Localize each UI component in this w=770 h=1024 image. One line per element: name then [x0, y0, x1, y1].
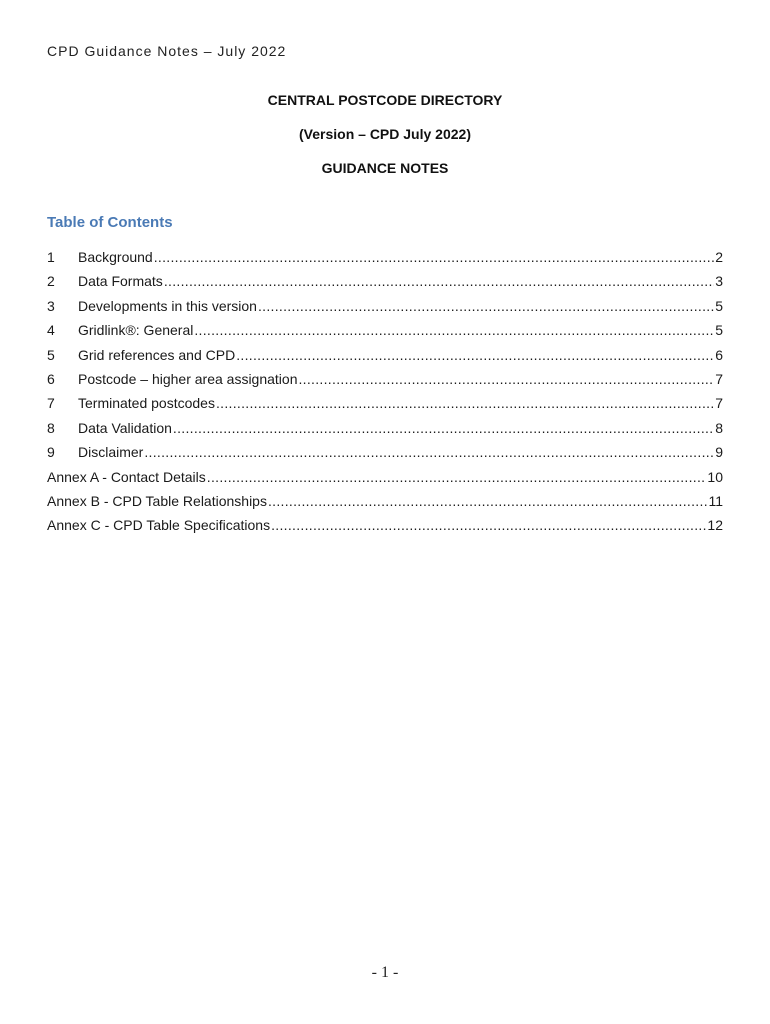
toc-entry-data-validation[interactable]: [47, 420, 723, 444]
toc-dot-leader: [216, 395, 714, 411]
toc-entry-number: 9: [47, 444, 55, 461]
toc-entry-number: 3: [47, 297, 55, 314]
toc-entry-number: 8: [47, 419, 55, 436]
toc-entry-annex-a[interactable]: [47, 469, 723, 493]
toc-dot-leader: [298, 371, 714, 387]
toc-dot-leader: [173, 420, 714, 436]
toc-entry-title[interactable]: Data Validation: [78, 419, 172, 436]
toc-dot-leader: [258, 298, 714, 314]
toc-entry-page: 3: [715, 273, 723, 290]
toc-entry-developments[interactable]: [47, 298, 723, 322]
toc-entry-page: 5: [715, 297, 723, 314]
toc-entry-page: 7: [715, 395, 723, 412]
toc-entry-page: 12: [707, 517, 723, 534]
toc-entry-page: 6: [715, 346, 723, 363]
toc-entry-disclaimer[interactable]: [47, 444, 723, 468]
toc-entry-number: 4: [47, 322, 55, 339]
toc-dot-leader: [207, 469, 707, 485]
toc-entry-number: 2: [47, 273, 55, 290]
toc-entry-title[interactable]: Disclaimer: [78, 444, 144, 461]
table-of-contents: [47, 249, 723, 542]
toc-entry-page: 9: [715, 444, 723, 461]
running-header: CPD Guidance Notes – July 2022: [47, 43, 287, 59]
toc-dot-leader: [236, 347, 714, 363]
toc-entry-title[interactable]: Data Formats: [78, 273, 163, 290]
toc-entry-terminated[interactable]: [47, 395, 723, 419]
toc-entry-title[interactable]: Annex B - CPD Table Relationships: [47, 492, 267, 509]
toc-entry-title[interactable]: Annex C - CPD Table Specifications: [47, 517, 271, 534]
page-number: - 1 -: [371, 964, 399, 981]
toc-entry-page: 8: [715, 419, 723, 436]
toc-entry-annex-b[interactable]: [47, 493, 723, 517]
toc-entry-number: 5: [47, 346, 55, 363]
document-version: (Version – CPD July 2022): [299, 126, 471, 142]
toc-entry-page: 7: [715, 370, 723, 387]
toc-entry-number: 1: [47, 249, 55, 265]
toc-entry-annex-c[interactable]: [47, 517, 723, 541]
toc-entry-gridlink[interactable]: [47, 322, 723, 346]
document-title: CENTRAL POSTCODE DIRECTORY: [267, 92, 503, 108]
toc-entry-title[interactable]: Annex A - Contact Details: [47, 468, 206, 485]
toc-entry-title[interactable]: Postcode – higher area assignation: [78, 370, 298, 387]
toc-entry-title[interactable]: Background: [78, 249, 153, 265]
toc-dot-leader: [271, 517, 706, 533]
document-subtitle: GUIDANCE NOTES: [321, 160, 449, 176]
toc-entry-data-formats[interactable]: [47, 273, 723, 297]
toc-dot-leader: [194, 322, 714, 338]
toc-dot-leader: [154, 249, 714, 265]
toc-dot-leader: [268, 493, 707, 509]
toc-dot-leader: [144, 444, 714, 460]
toc-entry-background[interactable]: [47, 249, 723, 273]
toc-entry-title[interactable]: Gridlink®: General: [78, 322, 194, 339]
toc-entry-title[interactable]: Terminated postcodes: [78, 395, 215, 412]
toc-entry-grid-references[interactable]: [47, 347, 723, 371]
toc-entry-page: 5: [715, 322, 723, 339]
toc-entry-number: 6: [47, 370, 55, 387]
toc-entry-title[interactable]: Grid references and CPD: [78, 346, 236, 363]
toc-entry-title[interactable]: Developments in this version: [78, 297, 257, 314]
toc-heading: Table of Contents: [47, 214, 173, 231]
toc-entry-page: 10: [707, 468, 723, 485]
toc-entry-page: 2: [715, 249, 723, 265]
toc-entry-number: 7: [47, 395, 55, 412]
toc-entry-page: 11: [708, 492, 723, 509]
toc-dot-leader: [164, 273, 714, 289]
toc-entry-higher-area[interactable]: [47, 371, 723, 395]
